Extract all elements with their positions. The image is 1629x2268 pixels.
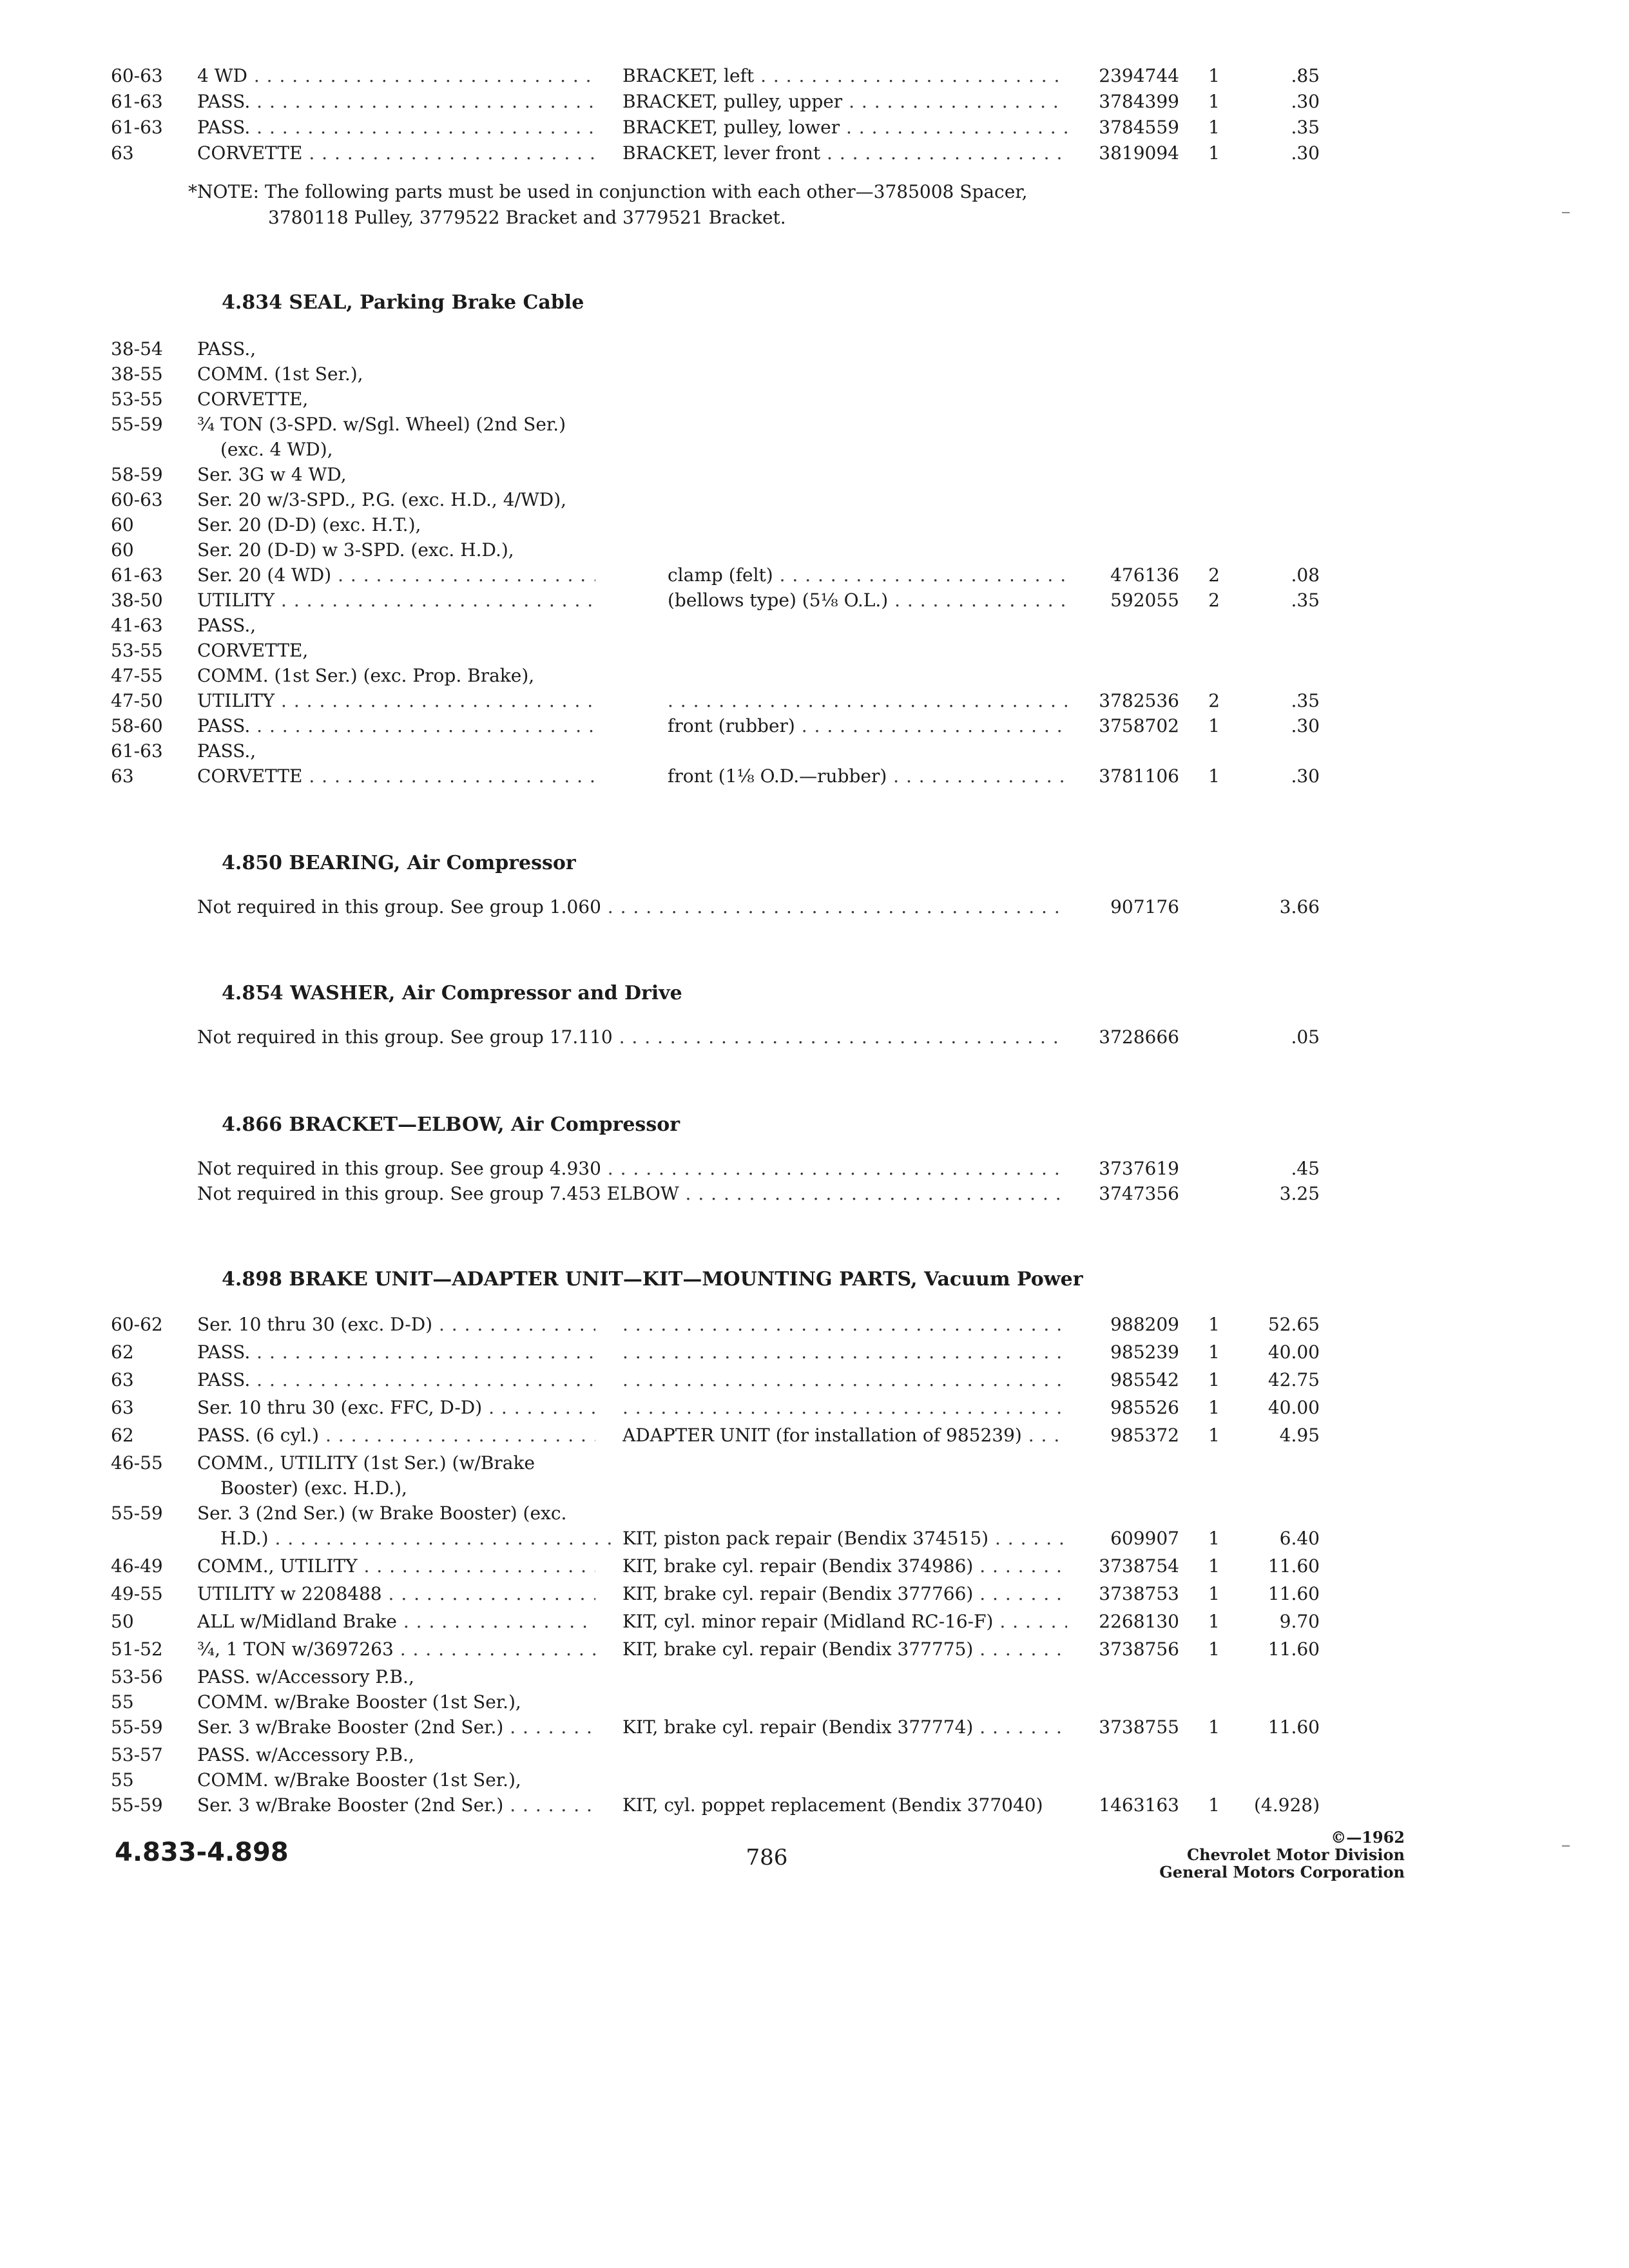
table-row	[0, 638, 1629, 664]
price-cell: .08	[1291, 564, 1320, 586]
model-cell: PASS.,	[197, 740, 256, 762]
part-number-cell: 985239	[1110, 1341, 1179, 1363]
model-cell: ¾ TON (3-SPD. w/Sgl. Wheel) (2nd Ser.)	[197, 414, 566, 435]
years-cell: 60-62	[111, 1314, 163, 1335]
price-cell: 40.00	[1268, 1341, 1320, 1363]
description-cell	[622, 1367, 1067, 1393]
model-cell: CORVETTE . . .	[197, 140, 595, 166]
model-cell: COMM. w/Brake Booster (1st Ser.),	[197, 1769, 521, 1791]
model-cell: Ser. 3 (2nd Ser.) (w Brake Booster) (exc.	[197, 1503, 567, 1524]
years-cell: 55-59	[111, 1716, 163, 1738]
part-number-cell: 3738753	[1099, 1583, 1179, 1604]
model-cell: PASS. w/Accessory P.B.,	[197, 1666, 414, 1687]
description-cell: clamp (felt) . . .	[668, 562, 1067, 588]
table-row	[0, 487, 1629, 513]
table-row	[0, 412, 1629, 437]
table-row	[0, 1367, 1629, 1393]
model-cell: PASS. . . .	[197, 713, 595, 739]
price-cell: .30	[1291, 765, 1320, 787]
years-cell: 63	[111, 765, 134, 787]
model-cell: H.D.) . . .	[197, 1526, 619, 1552]
years-cell: 55	[111, 1769, 134, 1791]
years-cell: 41-63	[111, 615, 163, 636]
part-number-cell: 592055	[1110, 590, 1179, 611]
price-cell: .35	[1291, 117, 1320, 138]
table-row	[0, 1581, 1629, 1607]
quantity-cell: 1	[1208, 91, 1220, 112]
years-cell: 38-55	[111, 363, 163, 385]
description-cell: BRACKET, lever front . . .	[622, 140, 1067, 166]
part-number-cell: 3782536	[1099, 690, 1179, 711]
part-number-cell: 3819094	[1099, 142, 1179, 164]
quantity-cell: 1	[1208, 1397, 1220, 1418]
price-cell: .05	[1291, 1026, 1320, 1048]
division-name: Chevrolet Motor Division	[1187, 1845, 1405, 1864]
part-number-cell: 3738754	[1099, 1555, 1179, 1577]
table-row	[0, 1689, 1629, 1715]
years-cell: 61-63	[111, 117, 163, 138]
part-number-cell: 476136	[1110, 564, 1179, 586]
part-number-cell: 2394744	[1099, 65, 1179, 86]
model-cell: PASS. w/Accessory P.B.,	[197, 1744, 414, 1765]
part-number-cell: 3738756	[1099, 1639, 1179, 1660]
years-cell: 62	[111, 1425, 134, 1446]
table-row	[0, 1024, 1629, 1050]
quantity-cell: 1	[1208, 715, 1220, 736]
part-number-cell: 3738755	[1099, 1716, 1179, 1738]
years-cell: 46-49	[111, 1555, 163, 1577]
table-row	[0, 613, 1629, 639]
model-cell: Ser. 3 w/Brake Booster (2nd Ser.) . . .	[197, 1792, 595, 1818]
model-cell: (exc. 4 WD),	[220, 439, 333, 460]
quantity-cell: 1	[1208, 1314, 1220, 1335]
price-cell: 42.75	[1268, 1369, 1320, 1390]
years-cell: 61-63	[111, 91, 163, 112]
part-number-cell: 3784399	[1099, 91, 1179, 112]
years-cell: 51-52	[111, 1639, 163, 1660]
years-cell: 61-63	[111, 740, 163, 762]
usage-note	[188, 179, 1155, 231]
model-cell: Ser. 3G w 4 WD,	[197, 464, 347, 485]
model-cell: Ser. 20 (4 WD) . . .	[197, 562, 595, 588]
part-number-cell: 3747356	[1099, 1183, 1179, 1204]
quantity-cell: 1	[1208, 1555, 1220, 1577]
part-number-cell: 907176	[1110, 896, 1179, 918]
part-number-cell: 985372	[1110, 1425, 1179, 1446]
years-cell: 55-59	[111, 414, 163, 435]
model-cell: 4 WD . . .	[197, 63, 595, 89]
description-cell: ADAPTER UNIT (for installation of 985239) . . .	[622, 1423, 1067, 1448]
years-cell: 55-59	[111, 1794, 163, 1816]
part-number-cell: 2268130	[1099, 1611, 1179, 1632]
part-number-cell: 3758702	[1099, 715, 1179, 736]
price-cell: .45	[1291, 1158, 1320, 1179]
model-cell: ¾, 1 TON w/3697263 . . .	[197, 1637, 595, 1662]
description-cell	[622, 1340, 1067, 1365]
part-number-cell: 985542	[1110, 1369, 1179, 1390]
quantity-cell: 1	[1208, 1639, 1220, 1660]
table-row	[0, 1553, 1629, 1579]
table-row	[0, 1156, 1629, 1182]
years-cell: 58-60	[111, 715, 163, 736]
years-cell: 58-59	[111, 464, 163, 485]
years-cell: 47-50	[111, 690, 163, 711]
model-cell: PASS. . . .	[197, 1367, 595, 1393]
table-row	[0, 1664, 1629, 1690]
description-cell: (bellows type) (5⅛ O.L.) . . .	[668, 588, 1067, 613]
table-row	[0, 512, 1629, 538]
scan-mark	[1562, 212, 1570, 213]
quantity-cell: 1	[1208, 1716, 1220, 1738]
description-cell: KIT, piston pack repair (Bendix 374515) . . .	[622, 1526, 1067, 1552]
section-heading: 4.866 BRACKET—ELBOW, Air Compressor	[222, 1113, 680, 1136]
section-heading: 4.898 BRAKE UNIT—ADAPTER UNIT—KIT—MOUNTING PARTS, Vacuum Power	[222, 1268, 1083, 1291]
years-cell: 49-55	[111, 1583, 163, 1604]
model-cell: PASS. . . .	[197, 89, 595, 115]
quantity-cell: 1	[1208, 1369, 1220, 1390]
part-number-cell: 988209	[1110, 1314, 1179, 1335]
model-cell: CORVETTE,	[197, 640, 309, 661]
publisher-credit	[1070, 1829, 1405, 1881]
model-cell: PASS.,	[197, 338, 256, 360]
table-row	[0, 588, 1629, 613]
note-line: 3780118 Pulley, 3779522 Bracket and 3779521 Bracket.	[268, 207, 786, 228]
years-cell: 63	[111, 1369, 134, 1390]
model-cell: PASS. . . .	[197, 115, 595, 140]
price-cell: 9.70	[1279, 1611, 1320, 1632]
price-cell: .35	[1291, 690, 1320, 711]
quantity-cell: 1	[1208, 1611, 1220, 1632]
years-cell: 47-55	[111, 665, 163, 686]
description-cell: front (rubber) . . .	[668, 713, 1067, 739]
reference-note: Not required in this group. See group 1.060 . . .	[197, 894, 1067, 920]
model-cell: PASS.,	[197, 615, 256, 636]
years-cell: 38-54	[111, 338, 163, 360]
quantity-cell: 1	[1208, 142, 1220, 164]
table-row	[0, 713, 1629, 739]
table-row	[0, 894, 1629, 920]
quantity-cell: 2	[1208, 690, 1220, 711]
price-cell: .30	[1291, 715, 1320, 736]
price-cell: (4.928)	[1253, 1794, 1320, 1816]
model-cell: COMM. (1st Ser.) (exc. Prop. Brake),	[197, 665, 535, 686]
years-cell: 63	[111, 142, 134, 164]
quantity-cell: 1	[1208, 65, 1220, 86]
table-row	[0, 1475, 1629, 1501]
model-cell: PASS. (6 cyl.) . . .	[197, 1423, 595, 1448]
years-cell: 55-59	[111, 1503, 163, 1524]
table-row	[0, 63, 1629, 89]
reference-note: Not required in this group. See group 17.110 . . .	[197, 1024, 1067, 1050]
table-row	[0, 738, 1629, 764]
price-cell: 52.65	[1268, 1314, 1320, 1335]
table-row	[0, 562, 1629, 588]
table-row	[0, 537, 1629, 563]
description-cell: BRACKET, left . . .	[622, 63, 1067, 89]
model-cell: Ser. 20 w/3-SPD., P.G. (exc. H.D., 4/WD),	[197, 489, 567, 510]
part-number-cell: 1463163	[1099, 1794, 1179, 1816]
table-row	[0, 140, 1629, 166]
model-cell: CORVETTE . . .	[197, 764, 595, 789]
table-row	[0, 387, 1629, 412]
table-row	[0, 115, 1629, 140]
price-cell: 11.60	[1268, 1555, 1320, 1577]
table-row	[0, 462, 1629, 488]
table-row	[0, 336, 1629, 362]
model-cell: CORVETTE,	[197, 389, 309, 410]
price-cell: .30	[1291, 91, 1320, 112]
table-row	[0, 688, 1629, 714]
model-cell: COMM., UTILITY . . .	[197, 1553, 595, 1579]
model-cell: Ser. 20 (D-D) (exc. H.T.),	[197, 514, 421, 535]
table-row	[0, 361, 1629, 387]
price-cell: .35	[1291, 590, 1320, 611]
model-cell: COMM. (1st Ser.),	[197, 363, 363, 385]
model-cell: UTILITY w 2208488 . . .	[197, 1581, 595, 1607]
table-row	[0, 1742, 1629, 1768]
copyright: ©—1962	[1331, 1828, 1405, 1847]
scan-mark	[1562, 1845, 1570, 1847]
description-cell: front (1⅛ O.D.—rubber) . . .	[668, 764, 1067, 789]
model-cell: ALL w/Midland Brake . . .	[197, 1609, 595, 1635]
quantity-cell: 1	[1208, 1794, 1220, 1816]
page-number: 786	[746, 1845, 788, 1870]
corporation-name: General Motors Corporation	[1159, 1863, 1405, 1881]
table-row	[0, 1792, 1629, 1818]
table-row	[0, 1501, 1629, 1526]
price-cell: 3.25	[1279, 1183, 1320, 1204]
table-row	[0, 764, 1629, 789]
quantity-cell: 2	[1208, 564, 1220, 586]
quantity-cell: 1	[1208, 1528, 1220, 1549]
model-cell: COMM., UTILITY (1st Ser.) (w/Brake	[197, 1452, 535, 1474]
table-row	[0, 1340, 1629, 1365]
table-row	[0, 1181, 1629, 1207]
years-cell: 38-50	[111, 590, 163, 611]
table-row	[0, 437, 1629, 463]
price-cell: 11.60	[1268, 1639, 1320, 1660]
years-cell: 53-56	[111, 1666, 163, 1687]
group-range: 4.833-4.898	[115, 1838, 289, 1867]
description-cell	[622, 1312, 1067, 1338]
table-row	[0, 1423, 1629, 1448]
table-row	[0, 1526, 1629, 1552]
description-cell: BRACKET, pulley, lower . . .	[622, 115, 1067, 140]
model-cell: COMM. w/Brake Booster (1st Ser.),	[197, 1691, 521, 1713]
table-row	[0, 1637, 1629, 1662]
price-cell: 11.60	[1268, 1716, 1320, 1738]
section-heading: 4.8Ƽ4 WASHER, Air Compressor and Drive	[222, 982, 682, 1004]
section-heading: 4.834 SEAL, Parking Brake Cable	[222, 291, 584, 314]
quantity-cell: 1	[1208, 765, 1220, 787]
quantity-cell: 1	[1208, 117, 1220, 138]
price-cell: 6.40	[1279, 1528, 1320, 1549]
description-cell	[668, 688, 1067, 714]
years-cell: 60	[111, 514, 134, 535]
table-row	[0, 1395, 1629, 1421]
reference-note: Not required in this group. See group 4.930 . . .	[197, 1156, 1067, 1182]
reference-note: Not required in this group. See group 7.453 ELBOW . . .	[197, 1181, 1067, 1207]
description-cell: BRACKET, pulley, upper . . .	[622, 89, 1067, 115]
table-row	[0, 1715, 1629, 1740]
years-cell: 50	[111, 1611, 134, 1632]
table-row	[0, 1312, 1629, 1338]
price-cell: 4.95	[1279, 1425, 1320, 1446]
model-cell: Ser. 10 thru 30 (exc. FFC, D-D) . . .	[197, 1395, 595, 1421]
table-row	[0, 1450, 1629, 1476]
section-heading: 4.850 BEARING, Air Compressor	[222, 852, 576, 874]
part-number-cell: 609907	[1110, 1528, 1179, 1549]
quantity-cell: 1	[1208, 1341, 1220, 1363]
part-number-cell: 3781106	[1099, 765, 1179, 787]
years-cell: 53-55	[111, 389, 163, 410]
table-row	[0, 89, 1629, 115]
years-cell: 46-55	[111, 1452, 163, 1474]
table-row	[0, 1609, 1629, 1635]
table-row	[0, 663, 1629, 689]
description-cell: KIT, cyl. poppet replacement (Bendix 377040)	[622, 1794, 1043, 1816]
part-number-cell: 985526	[1110, 1397, 1179, 1418]
model-cell: PASS. . . .	[197, 1340, 595, 1365]
years-cell: 53-55	[111, 640, 163, 661]
model-cell: UTILITY . . .	[197, 688, 595, 714]
years-cell: 60-63	[111, 489, 163, 510]
years-cell: 62	[111, 1341, 134, 1363]
years-cell: 63	[111, 1397, 134, 1418]
model-cell: Ser. 20 (D-D) w 3-SPD. (exc. H.D.),	[197, 539, 514, 561]
description-cell: KIT, brake cyl. repair (Bendix 377775) . . .	[622, 1637, 1067, 1662]
quantity-cell: 1	[1208, 1583, 1220, 1604]
model-cell: Ser. 3 w/Brake Booster (2nd Ser.) . . .	[197, 1715, 595, 1740]
price-cell: 11.60	[1268, 1583, 1320, 1604]
quantity-cell: 1	[1208, 1425, 1220, 1446]
years-cell: 55	[111, 1691, 134, 1713]
description-cell: KIT, brake cyl. repair (Bendix 374986) . . .	[622, 1553, 1067, 1579]
model-cell: Ser. 10 thru 30 (exc. D-D) . . .	[197, 1312, 595, 1338]
years-cell: 53-57	[111, 1744, 163, 1765]
years-cell: 61-63	[111, 564, 163, 586]
description-cell	[622, 1395, 1067, 1421]
price-cell: 3.66	[1279, 896, 1320, 918]
table-row	[0, 1767, 1629, 1793]
price-cell: .85	[1291, 65, 1320, 86]
years-cell: 60-63	[111, 65, 163, 86]
part-number-cell: 3728666	[1099, 1026, 1179, 1048]
quantity-cell: 2	[1208, 590, 1220, 611]
price-cell: .30	[1291, 142, 1320, 164]
description-cell: KIT, brake cyl. repair (Bendix 377766) . . .	[622, 1581, 1067, 1607]
part-number-cell: 3784559	[1099, 117, 1179, 138]
years-cell: 60	[111, 539, 134, 561]
description-cell: KIT, brake cyl. repair (Bendix 377774) . . .	[622, 1715, 1067, 1740]
price-cell: 40.00	[1268, 1397, 1320, 1418]
description-cell: KIT, cyl. minor repair (Midland RC-16-F) . . .	[622, 1609, 1067, 1635]
part-number-cell: 3737619	[1099, 1158, 1179, 1179]
model-cell: Booster) (exc. H.D.),	[220, 1477, 407, 1499]
note-line: *NOTE: The following parts must be used in conjunction with each other—3785008 Spacer,	[188, 181, 1028, 202]
model-cell: UTILITY . . .	[197, 588, 595, 613]
